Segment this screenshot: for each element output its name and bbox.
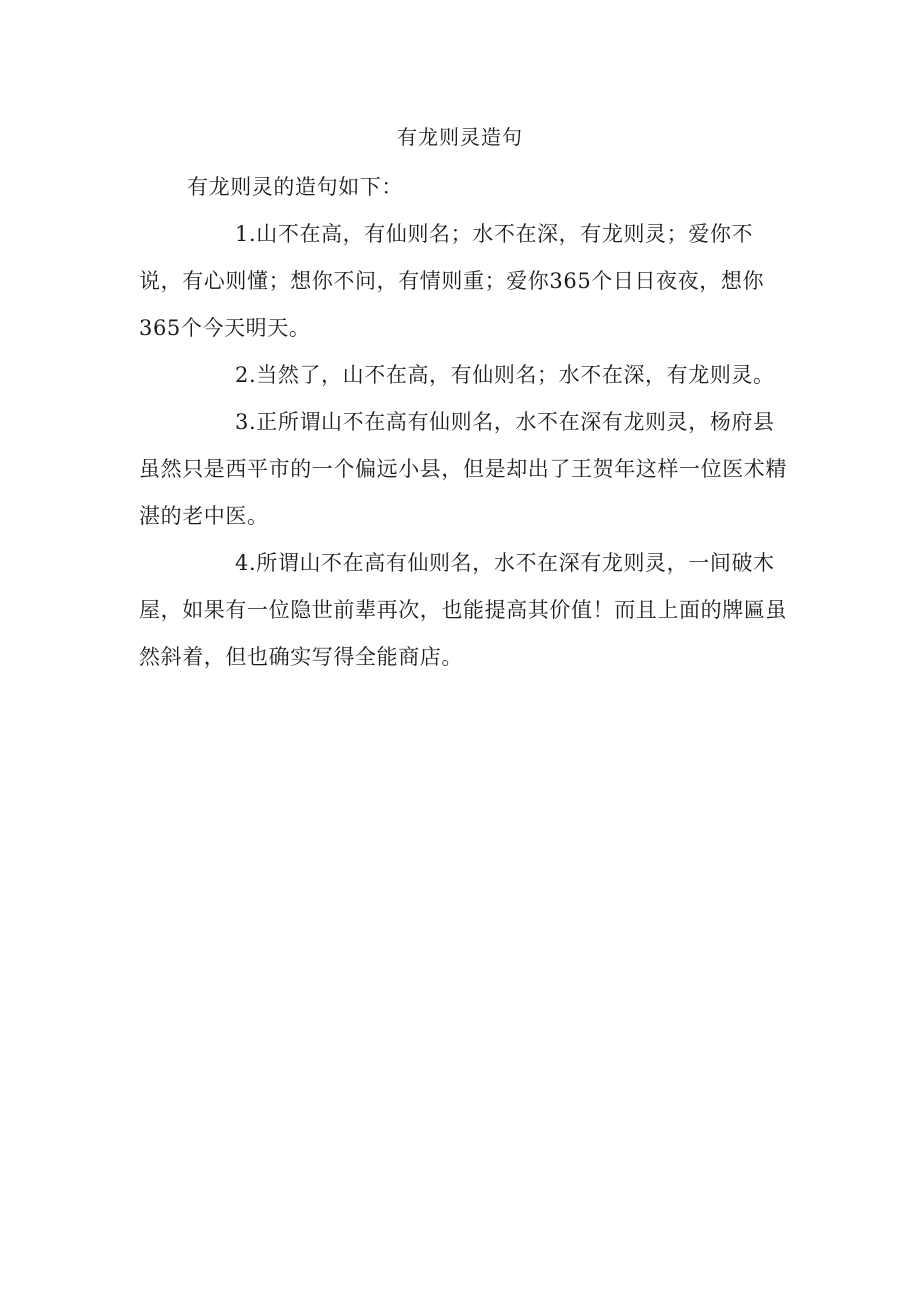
intro-paragraph: 有龙则灵的造句如下：	[187, 175, 403, 199]
document-body	[139, 164, 789, 681]
item-number: 2	[235, 363, 249, 387]
item-number: 4	[235, 551, 249, 575]
item-text: .山不在高，有仙则名；水不在深，有龙则灵；爱你不说，有心则懂；想你不问，有情则重；爱你365个日日夜夜，想你365个今天明天。	[139, 222, 765, 340]
list-item	[139, 211, 789, 352]
list-item	[139, 399, 789, 540]
list-item	[139, 540, 789, 681]
item-number: 1	[235, 222, 249, 246]
document-title: 有龙则灵造句	[397, 125, 523, 149]
item-text: .所谓山不在高有仙则名，水不在深有龙则灵，一间破木屋，如果有一位隐世前辈再次，也能提高其价值！而且上面的牌匾虽然斜着，但也确实写得全能商店。	[139, 551, 787, 669]
item-number: 3	[235, 410, 249, 434]
item-text: .当然了，山不在高，有仙则名；水不在深，有龙则灵。	[248, 363, 775, 387]
item-text: .正所谓山不在高有仙则名，水不在深有龙则灵，杨府县虽然只是西平市的一个偏远小县，但是却出了王贺年这样一位医术精湛的老中医。	[139, 410, 787, 528]
list-item	[139, 352, 789, 399]
